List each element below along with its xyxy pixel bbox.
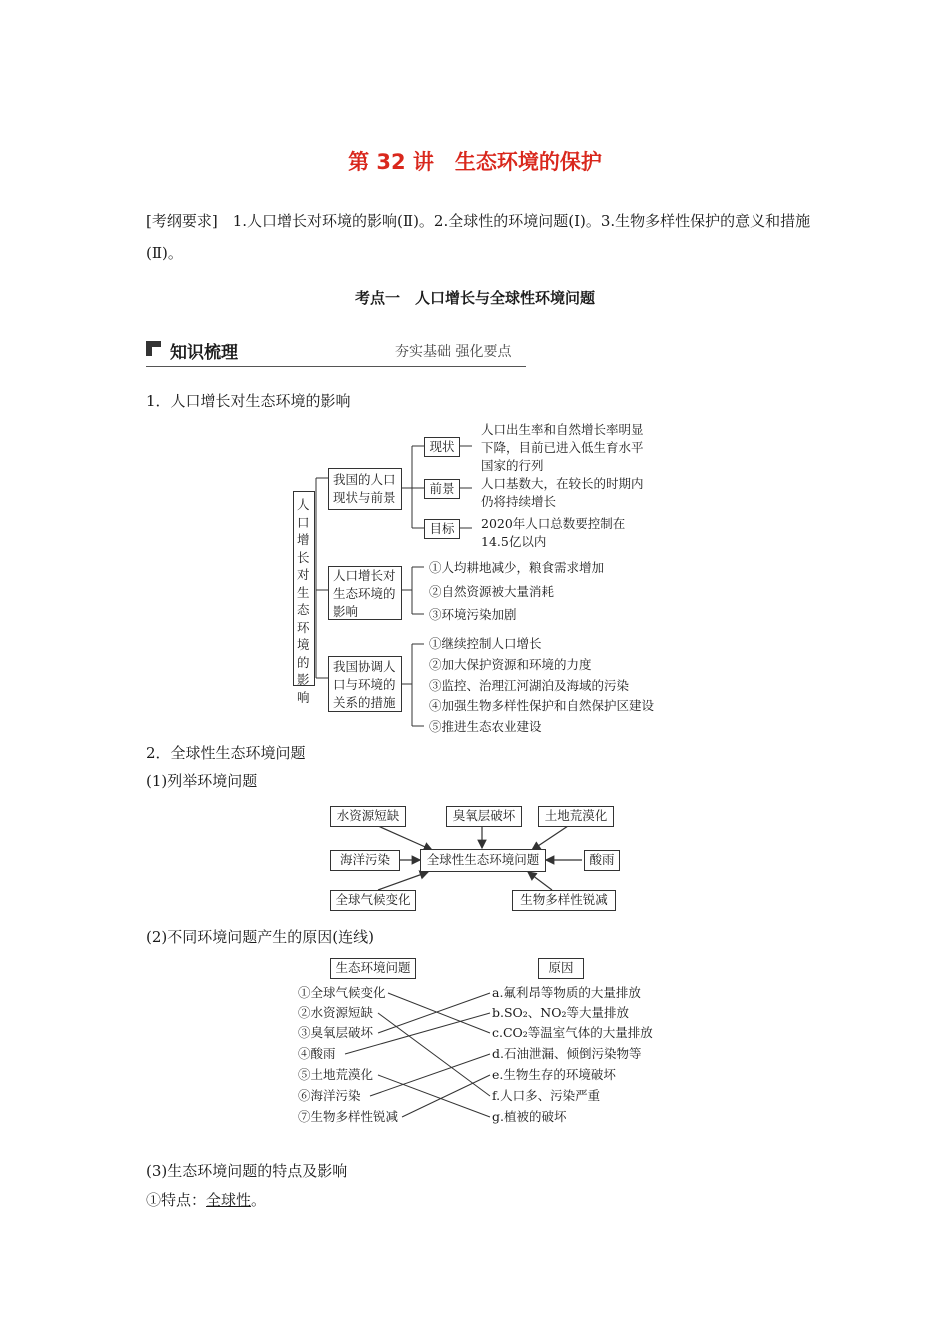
match-right-item: a.氟利昂等物质的大量排放 bbox=[492, 985, 641, 1000]
problem-water: 水资源短缺 bbox=[330, 806, 406, 827]
measure-item: ②加大保护资源和环境的力度 bbox=[429, 657, 592, 672]
match-left-item: ④酸雨 bbox=[298, 1046, 336, 1061]
match-left-header: 生态环境问题 bbox=[330, 958, 416, 979]
desc-target: 2020年人口总数要控制在14.5亿以内 bbox=[481, 516, 626, 549]
feature-value: 全球性 bbox=[206, 1191, 252, 1209]
measure-item: ④加强生物多样性保护和自然保护区建设 bbox=[429, 698, 655, 713]
match-left-item: ⑤土地荒漠化 bbox=[298, 1067, 374, 1082]
problem-climate: 全球气候变化 bbox=[330, 890, 416, 911]
measure-item: ⑤推进生态农业建设 bbox=[429, 719, 542, 734]
problem-ozone: 臭氧层破坏 bbox=[446, 806, 522, 827]
impact-item: ②自然资源被大量消耗 bbox=[429, 584, 555, 599]
knowledge-subtitle: 夯实基础 强化要点 bbox=[395, 344, 512, 360]
match-left-item: ⑥海洋污染 bbox=[298, 1088, 361, 1103]
tree-branch-3: 我国协调人口与环境的关系的措施 bbox=[328, 656, 402, 712]
subheading-list: (1)列举环境问题 bbox=[146, 772, 258, 790]
desc-prospect: 人口基数大，在较长的时期内仍将持续增长 bbox=[481, 476, 644, 509]
knowledge-title: 知识梳理 bbox=[170, 343, 238, 363]
tree-root: 人口增长对生态环境的影响 bbox=[293, 491, 315, 686]
heading-global: 2．全球性生态环境问题 bbox=[146, 744, 306, 762]
match-left-item: ③臭氧层破坏 bbox=[298, 1025, 374, 1040]
feature-end: 。 bbox=[251, 1191, 267, 1209]
subheading-causes: (2)不同环境问题产生的原因(连线) bbox=[146, 928, 374, 946]
key-target: 目标 bbox=[424, 519, 460, 539]
key-prospect: 前景 bbox=[424, 479, 460, 499]
measure-item: ③监控、治理江河湖泊及海域的污染 bbox=[429, 678, 630, 693]
match-right-item: d.石油泄漏、倾倒污染物等 bbox=[492, 1046, 642, 1061]
match-right-item: g.植被的破坏 bbox=[492, 1109, 567, 1124]
match-left-item: ⑦生物多样性锐减 bbox=[298, 1109, 399, 1124]
feature-line bbox=[146, 1189, 266, 1210]
problem-ocean: 海洋污染 bbox=[330, 850, 400, 871]
desc-status: 人口出生率和自然增长率明显下降，目前已进入低生育水平国家的行列 bbox=[481, 422, 644, 473]
match-right-header: 原因 bbox=[538, 958, 584, 979]
page-title: 第 32 讲 生态环境的保护 bbox=[348, 150, 602, 174]
match-left-item: ②水资源短缺 bbox=[298, 1005, 374, 1020]
match-left-item: ①全球气候变化 bbox=[298, 985, 386, 1000]
key-status: 现状 bbox=[424, 437, 460, 457]
tree-branch-1: 我国的人口现状与前景 bbox=[328, 468, 402, 510]
problem-acid-rain: 酸雨 bbox=[584, 850, 620, 871]
exam-requirements: [考纲要求] 1.人口增长对环境的影响(Ⅱ)。2.全球性的环境问题(Ⅰ)。3.生物多样性保护的意义和措施(Ⅱ)。 bbox=[146, 212, 811, 262]
global-center: 全球性生态环境问题 bbox=[420, 849, 546, 872]
match-right-item: e.生物生存的环境破坏 bbox=[492, 1067, 616, 1082]
match-right-item: c.CO₂等温室气体的大量排放 bbox=[492, 1025, 653, 1040]
problem-biodiversity: 生物多样性锐减 bbox=[512, 890, 616, 911]
section-title: 考点一 人口增长与全球性环境问题 bbox=[354, 289, 595, 307]
feature-label: ①特点： bbox=[146, 1191, 207, 1209]
subheading-features: (3)生态环境问题的特点及影响 bbox=[146, 1162, 348, 1180]
impact-item: ③环境污染加剧 bbox=[429, 607, 517, 622]
match-right-item: b.SO₂、NO₂等大量排放 bbox=[492, 1005, 629, 1020]
heading-population: 1．人口增长对生态环境的影响 bbox=[146, 392, 351, 410]
impact-item: ①人均耕地减少，粮食需求增加 bbox=[429, 560, 605, 575]
problem-desert: 土地荒漠化 bbox=[538, 806, 614, 827]
tree-branch-2: 人口增长对生态环境的影响 bbox=[328, 566, 402, 620]
match-right-item: f.人口多、污染严重 bbox=[492, 1088, 601, 1103]
measure-item: ①继续控制人口增长 bbox=[429, 636, 542, 651]
